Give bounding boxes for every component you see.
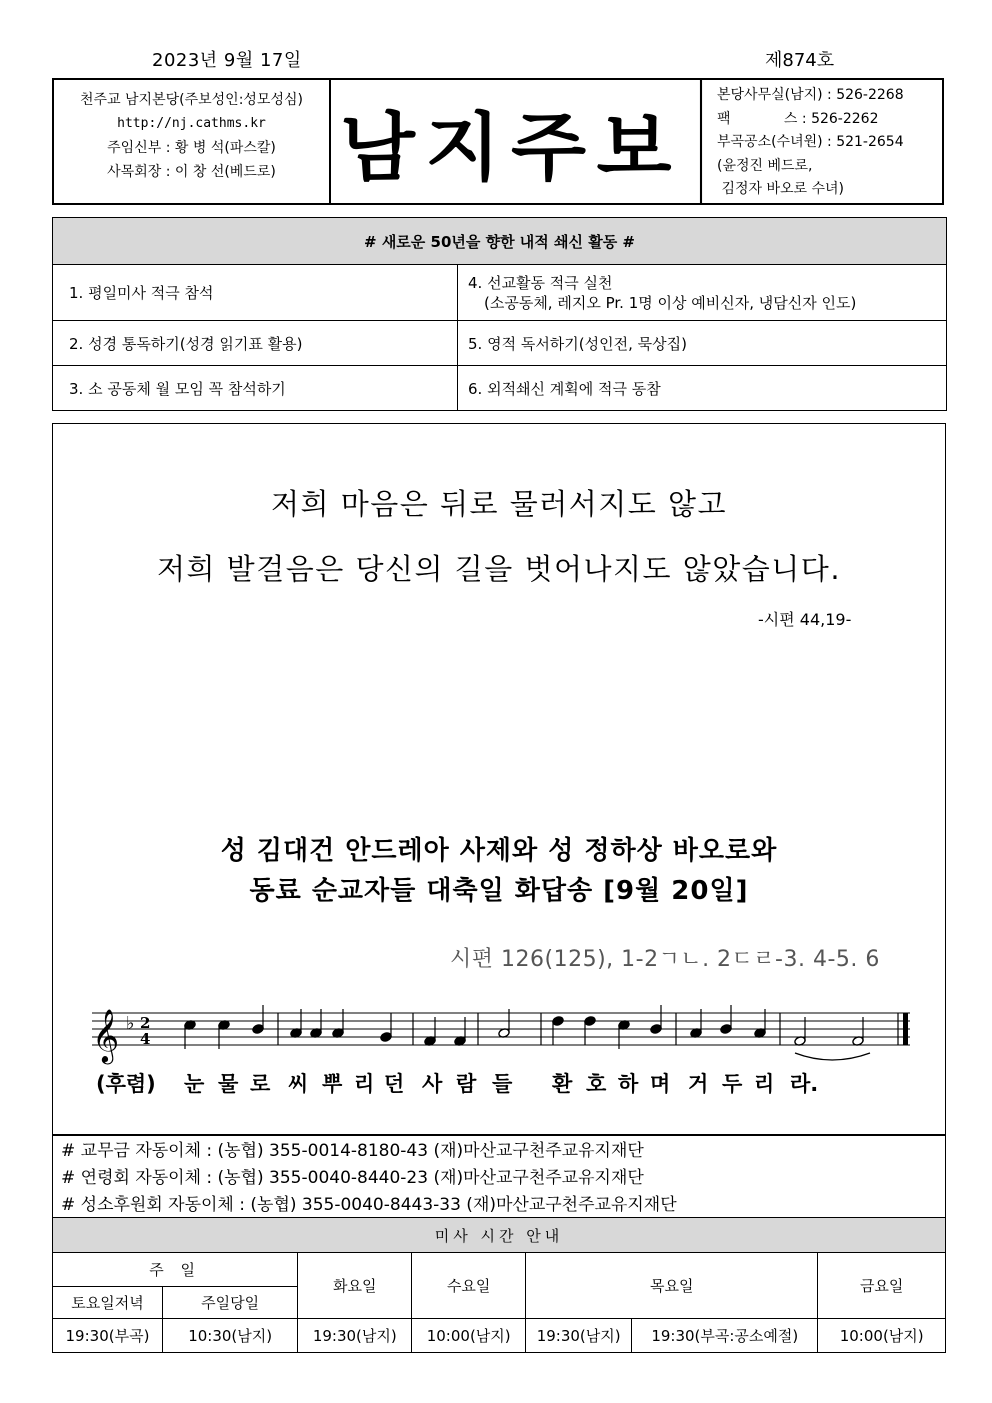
saturday-evening-header: 토요일저녁	[53, 1287, 163, 1319]
mass-schedule-table	[52, 1217, 946, 1353]
mass-time: 19:30(남지)	[526, 1319, 632, 1353]
sunday-header: 주 일	[53, 1253, 298, 1287]
masthead	[52, 78, 944, 205]
lyric-syllable: 람	[456, 1072, 477, 1096]
treble-clef-icon: 𝄞	[92, 1008, 120, 1062]
activity-item: 1. 평일미사 적극 참석	[53, 265, 458, 321]
parish-info	[54, 80, 331, 203]
bulletin-date: 2023년 9월 17일	[152, 50, 302, 71]
council-president: 사목회장 : 이 창 선(베드로)	[107, 164, 276, 180]
lyric-syllable: 뿌	[322, 1072, 343, 1096]
lyric-syllable: 리	[754, 1072, 775, 1096]
lyric-syllable: 눈	[184, 1072, 205, 1096]
hymn-lyrics	[96, 1068, 936, 1098]
pastor: 주임신부 : 황 병 석(파스칼)	[107, 140, 276, 156]
lyric-syllable: 들	[492, 1072, 513, 1096]
activity-item: 5. 영적 독서하기(성인전, 묵상집)	[458, 321, 947, 366]
flat-sign-icon: ♭	[126, 1013, 135, 1034]
note-head	[252, 1024, 264, 1035]
account-line: # 연령회 자동이체 : (농협) 355-0040-8440-23 (재)마산교구천주교유지재단	[61, 1168, 644, 1188]
lyric-syllable: 환	[552, 1072, 573, 1096]
lyric-syllable: 거	[688, 1072, 709, 1096]
hymn-title-line-2: 동료 순교자들 대축일 화답송 [9월 20일]	[249, 876, 749, 906]
contact-line: 팩 스 : 526-2262	[717, 110, 879, 127]
time-signature-bottom: 4	[140, 1030, 151, 1048]
contact-line: 본당사무실(남지) : 526-2268	[717, 87, 904, 103]
activity-item-detail: (소공동체, 레지오 Pr. 1명 이상 예비신자, 냉담신자 인도)	[484, 293, 857, 312]
hymn-title-line-1: 성 김대건 안드레아 사제와 성 정하상 바오로와	[220, 836, 778, 866]
account-line: # 교무금 자동이체 : (농협) 355-0014-8180-43 (재)마산교구천주교유지재단	[61, 1141, 644, 1161]
music-staff	[80, 995, 920, 1065]
lyric-syllable: 라.	[790, 1072, 819, 1096]
tie	[795, 1053, 870, 1060]
auto-transfer-accounts	[52, 1135, 946, 1219]
mass-time: 10:30(남지)	[162, 1319, 297, 1353]
activities-heading: # 새로운 50년을 향한 내적 쇄신 활동 #	[53, 218, 947, 265]
lyric-syllable: 로	[250, 1072, 271, 1096]
note-head	[584, 1016, 596, 1027]
note-head	[552, 1016, 564, 1027]
contact-line: 부곡공소(수녀원) : 521-2654	[717, 134, 904, 150]
lyric-syllable: 며	[650, 1072, 671, 1096]
psalm-reference: 시편 126(125), 1-2ㄱㄴ. 2ㄷㄹ-3. 4-5. 6	[450, 947, 880, 972]
lyric-syllable: 호	[586, 1072, 607, 1096]
issue-number: 제874호	[765, 50, 835, 71]
contact-info	[693, 80, 942, 203]
parish-name: 천주교 남지본당(주보성인:성모성심)	[80, 92, 303, 108]
friday-header: 금요일	[818, 1253, 946, 1319]
lyric-syllable: 물	[218, 1072, 239, 1096]
refrain-label: (후렴)	[96, 1072, 156, 1096]
lyric-syllable: 사	[422, 1072, 443, 1096]
thursday-header: 목요일	[526, 1253, 818, 1319]
lyric-syllable: 리	[354, 1072, 375, 1096]
activity-item: 2. 성경 통독하기(성경 읽기표 활용)	[53, 321, 458, 366]
mass-time: 19:30(남지)	[298, 1319, 412, 1353]
note-head	[650, 1024, 662, 1035]
contact-line: 김정자 바오로 수녀)	[717, 181, 845, 197]
mass-time: 10:00(남지)	[818, 1319, 946, 1353]
lyric-syllable: 씨	[288, 1072, 309, 1096]
wednesday-header: 수요일	[412, 1253, 526, 1319]
activity-item-title: 4. 선교활동 적극 실천	[468, 273, 613, 292]
mass-time: 10:00(남지)	[412, 1319, 526, 1353]
bulletin-title: 남지주보	[322, 80, 702, 203]
activity-item	[458, 265, 947, 321]
activity-item: 3. 소 공동체 월 모임 꼭 참석하기	[53, 366, 458, 411]
quote-line-1: 저희 마음은 뒤로 물러서지도 않고	[270, 487, 728, 521]
sunday-day-header: 주일당일	[162, 1287, 297, 1319]
activities-table	[52, 217, 947, 411]
tuesday-header: 화요일	[298, 1253, 412, 1319]
quote-line-2: 저희 발걸음은 당신의 길을 벗어나지도 않았습니다.	[156, 552, 842, 586]
note-head	[720, 1024, 732, 1035]
time-signature-top: 2	[140, 1014, 151, 1032]
final-barline	[903, 1013, 908, 1045]
contact-line: (윤정진 베드로,	[717, 157, 813, 174]
lyric-syllable: 하	[618, 1072, 639, 1096]
quote-reference: -시편 44,19-	[758, 610, 852, 629]
activity-item: 6. 외적쇄신 계획에 적극 동참	[458, 366, 947, 411]
lyric-syllable: 던	[384, 1072, 405, 1096]
mass-time: 19:30(부곡)	[53, 1319, 163, 1353]
account-line: # 성소후원회 자동이체 : (농협) 355-0040-8443-33 (재)마산교구천주교유지재단	[61, 1195, 677, 1215]
lyric-syllable: 두	[722, 1072, 743, 1096]
note-head	[380, 1032, 392, 1043]
parish-url[interactable]: http://nj.cathms.kr	[117, 116, 266, 131]
mass-schedule-heading: 미사 시간 안내	[53, 1218, 946, 1253]
mass-time: 19:30(부곡:공소예절)	[632, 1319, 818, 1353]
